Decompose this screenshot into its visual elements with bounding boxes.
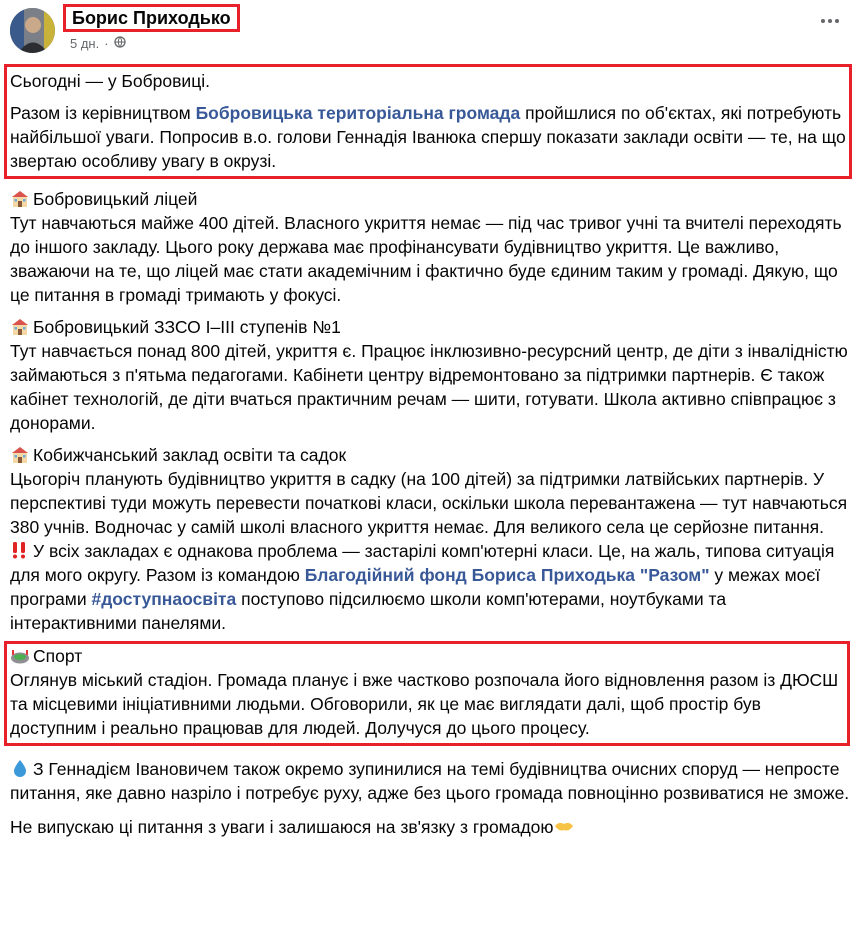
more-options-icon[interactable] xyxy=(819,16,841,26)
author-highlight xyxy=(63,4,240,32)
closing-paragraph: Не випускаю ці питання з уваги і залишаюся на зв'язку з громадою xyxy=(10,815,855,839)
meta-separator: · xyxy=(104,36,109,51)
section-lyceum xyxy=(10,187,855,307)
post-body xyxy=(10,64,855,839)
post-meta xyxy=(70,36,126,51)
avatar[interactable] xyxy=(10,8,55,53)
section-title: Бобровицький ЗЗСО І–ІІІ ступенів №1 xyxy=(10,315,855,339)
school-icon xyxy=(10,446,30,464)
sport-text: Оглянув міський стадіон. Громада планує і вже частково розпочала його відновлення разом із ДЮСШ та місцевими ініціативними людьми. Обговорили, як це має виглядати далі, щоб простір був доступним і реально працював для людей. Долучуся до цього процесу. xyxy=(10,670,839,738)
intro-line: Сьогодні — у Бобровиці. xyxy=(10,71,210,91)
school-icon xyxy=(10,318,30,336)
problem-paragraph: У всіх закладах є однакова проблема — застарілі комп'ютерні класи. Це, на жаль, типова ситуація для мого округу. Разом із командою Благодійний фонд Бориса Приходька "Разом" у межах моєї програми #доступнаосвіта поступово підсилюємо школи комп'ютерами, ноутбуками та інтерактивними панелями. xyxy=(10,541,835,633)
double-exclamation-icon xyxy=(10,541,30,559)
section-kobyzhcha xyxy=(10,443,855,539)
sport-highlight xyxy=(4,641,850,746)
droplet-icon xyxy=(10,759,30,777)
handshake-icon xyxy=(554,817,574,835)
school-icon xyxy=(10,190,30,208)
stadium-icon xyxy=(10,647,30,665)
author-name[interactable]: Борис Приходько xyxy=(72,8,231,28)
hashtag-link[interactable]: #доступнаосвіта xyxy=(91,589,237,609)
section-title: Кобижчанський заклад освіти та садок xyxy=(10,443,855,467)
water-paragraph: З Геннадієм Івановичем також окремо зупинилися на темі будівництва очисних споруд — непросте питання, яке давно назріло і потребує руху, адже без цього громада повноцінно розвиватися не зможе. xyxy=(10,759,850,803)
section-text: Тут навчаються майже 400 дітей. Власного укриття немає — під час тривог учні та вчителі переходять до іншого закладу. Цього року держава має профінансувати будівництво укриття. Це важливо, зважаючи на те, що ліцей має стати академічним і фактично буде єдиним таким у громаді. Дякую, що це питання в громаді тримають у фокусі. xyxy=(10,213,842,305)
section-school-1 xyxy=(10,315,855,435)
section-text: Цьогоріч планують будівництво укриття в садку (на 100 дітей) за підтримки латвійських партнерів. У перспективі туди можуть перевести початкові класи, оскільки школа перевантажена — тут навчаються 380 учнів. Водночас у самій школі власного укриття немає. Для великого села це серйозне питання. xyxy=(10,469,848,537)
globe-icon xyxy=(114,36,126,51)
post-time[interactable]: 5 дн. xyxy=(70,36,100,51)
intro-paragraph: Разом із керівництвом Бобровицька територіальна громада пройшлися по об'єктах, які потребують найбільшої уваги. Попросив в.о. голови Геннадія Іванюка спершу показати заклади освіти — те, на що звертаю особливу увагу в окрузі. xyxy=(10,103,846,171)
community-link[interactable]: Бобровицька територіальна громада xyxy=(195,103,521,123)
section-title: Бобровицький ліцей xyxy=(10,187,855,211)
foundation-link[interactable]: Благодійний фонд Бориса Приходька "Разом" xyxy=(304,565,710,585)
section-text: Тут навчається понад 800 дітей, укриття є. Працює інклюзивно-ресурсний центр, де діти з інвалідністю займаються з п'ятьма педагогами. Кабінети центру відремонтовано за підтримки партнерів. Є також кабінет технологій, де діти вчаться практичним речам — шити, готувати. Школа активно співпрацює з донорами. xyxy=(10,341,848,433)
intro-highlight xyxy=(4,64,852,179)
sport-title: Спорт xyxy=(10,644,844,668)
